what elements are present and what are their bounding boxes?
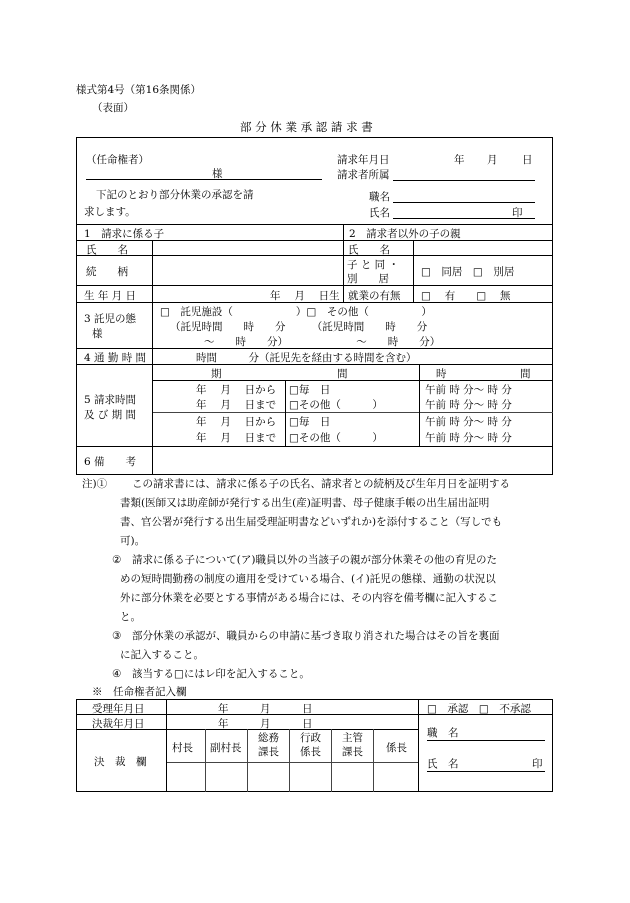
divider [285, 380, 286, 446]
cohabitation-options[interactable]: □ 同居 □ 別居 [421, 266, 515, 278]
appointer-position-label: 職 名 [427, 727, 459, 739]
divider [331, 729, 332, 792]
divider [373, 729, 374, 792]
seal-label: 印 [512, 207, 523, 219]
birth-date-value[interactable]: 年 月 日生 [270, 290, 340, 302]
decided-date-value[interactable]: 年 月 日 [218, 718, 313, 730]
dept-line[interactable] [393, 180, 535, 181]
relation-label: 続 柄 [86, 266, 128, 278]
decision-label: 決 裁 欄 [94, 756, 147, 768]
role-mayor: 村長 [172, 742, 193, 754]
period-row-freq[interactable]: □毎 日 [289, 384, 331, 396]
commute-value[interactable]: 時間 分（託児先を経由する時間を含む） [196, 352, 417, 364]
stamp-cell[interactable] [252, 765, 284, 789]
role-general-affairs-chief: 総務課長 [258, 732, 279, 758]
appointer-box-heading: ※ 任命権者記入欄 [92, 686, 187, 698]
divider [166, 699, 167, 792]
divider [76, 224, 553, 225]
period-label-1: 5 請求時間 [84, 394, 137, 406]
note1-line: 書類(医師又は助産師が発行する出生(産)証明書、母子健康手帳の出生届出証明 [120, 497, 490, 509]
page-title: 部 分 休 業 承 認 請 求 書 [240, 120, 373, 134]
period-row-time[interactable]: 午前 時 分～ 時 分 [425, 399, 512, 411]
divider [76, 446, 553, 447]
position-label: 職名 [369, 191, 390, 203]
note3-label: ③ [112, 630, 122, 642]
role-admin-section-chief: 行政係長 [300, 732, 321, 758]
stamp-cell[interactable] [294, 765, 326, 789]
period-row-freq[interactable]: □毎 日 [289, 416, 331, 428]
child-name-field[interactable] [162, 242, 338, 254]
stamp-cell[interactable] [178, 765, 200, 789]
period-row-time[interactable]: 午前 時 分～ 時 分 [425, 432, 512, 444]
time-header: 時 間 [436, 368, 531, 380]
remarks-label: 6 備 考 [84, 456, 137, 468]
appointer-label: （任命権者） [86, 154, 149, 166]
divider [289, 729, 290, 792]
note2-line: 外に部分休業を必要とする事情がある場合には、その内容を備考欄に記入するこ [120, 592, 498, 604]
form-number: 様式第4号（第16条関係） [76, 84, 202, 96]
day-label: 日 [522, 154, 533, 166]
stamp-cell[interactable] [210, 765, 242, 789]
intro-line2: 求します。 [84, 206, 136, 218]
divider [343, 224, 344, 302]
appointer-name-label: 氏 名 [427, 758, 459, 770]
intro-line1: 下記のとおり部分休業の承認を請 [96, 189, 254, 201]
remarks-field[interactable] [156, 449, 548, 471]
divider [76, 285, 553, 286]
childcare-line2[interactable]: （託児時間 時 分 （託児時間 時 分 [170, 321, 428, 333]
period-row-date[interactable]: 年 月 日から [196, 416, 277, 428]
period-label-2: 及 び 期 間 [84, 409, 137, 421]
note2-line: 請求に係る子について(ア)職員以外の当該子の親が部分休業その他の育児のた [132, 554, 497, 566]
other-parent-name-label: 氏 名 [348, 244, 390, 256]
period-row-date[interactable]: 年 月 日まで [196, 432, 277, 444]
stamp-cell[interactable] [336, 765, 368, 789]
commute-label: 4 通 勤 時 間 [84, 352, 147, 364]
divider [76, 255, 553, 256]
appointer-name-line[interactable] [427, 771, 545, 772]
note4-line: 該当する□にはレ印を記入すること。 [132, 668, 310, 680]
period-header: 期 間 [211, 368, 348, 380]
requester-dept-label: 請求者所属 [337, 169, 390, 181]
divider [152, 240, 153, 302]
divider [418, 699, 419, 792]
decided-date-label: 決裁年月日 [92, 718, 145, 730]
divider [152, 412, 553, 413]
period-row-date[interactable]: 年 月 日から [196, 384, 277, 396]
divider [152, 302, 153, 475]
sama-label: 様 [212, 168, 223, 180]
addressee-line[interactable] [86, 179, 322, 180]
note1-line: 可)。 [120, 535, 146, 547]
divider [166, 762, 418, 763]
childcare-label-1: 3 託児の態 [84, 313, 137, 325]
period-row-time[interactable]: 午前 時 分～ 時 分 [425, 384, 512, 396]
birth-date-label: 生 年 月 日 [84, 290, 137, 302]
appointer-seal: 印 [532, 758, 543, 770]
divider [419, 364, 420, 446]
appointer-position-line[interactable] [427, 740, 545, 741]
childcare-line3[interactable]: ～ 時 分） ～ 時 分） [204, 336, 441, 348]
note2-line: と。 [120, 611, 141, 623]
position-line[interactable] [393, 202, 535, 203]
note1-line: 書、官公署が発行する出生届受理証明書などいずれか)を添付すること（写しでも [120, 516, 503, 528]
childcare-line1[interactable]: □ 託児施設（ ）□ その他（ ） [160, 306, 432, 318]
role-section-chief: 係長 [386, 742, 407, 754]
month-label: 月 [487, 154, 498, 166]
divider [205, 729, 206, 792]
note1-label: 注)① [82, 478, 108, 490]
divider [413, 240, 414, 302]
approval-options[interactable]: □ 承認 □ 不承認 [427, 703, 531, 715]
note3-line: に記入すること。 [120, 649, 204, 661]
period-row-freq[interactable]: □その他（ ） [289, 399, 383, 411]
role-managing-chief: 主管課長 [342, 732, 363, 758]
period-row-time[interactable]: 午前 時 分～ 時 分 [425, 416, 512, 428]
side-label: （表面） [92, 102, 134, 114]
role-deputy-mayor: 副村長 [210, 742, 242, 754]
request-date-label: 請求年月日 [337, 154, 390, 166]
note4-label: ④ [112, 668, 122, 680]
section2-header: 2 請求者以外の子の親 [349, 228, 461, 240]
period-row-freq[interactable]: □その他（ ） [289, 432, 383, 444]
received-date-value[interactable]: 年 月 日 [218, 703, 313, 715]
stamp-cell[interactable] [378, 765, 414, 789]
note3-line: 部分休業の承認が、職員からの申請に基づき取り消された場合はその旨を裏面 [132, 630, 500, 642]
cohabitation-label-1: 子 と 同 ・ [347, 259, 400, 271]
relation-field[interactable] [162, 260, 338, 280]
received-date-label: 受理年月日 [92, 703, 145, 715]
note2-label: ② [112, 554, 122, 566]
child-name-label: 氏 名 [86, 244, 128, 256]
childcare-label-2: 様 [92, 328, 103, 340]
employment-label: 就業の有無 [348, 290, 401, 302]
employment-options[interactable]: □ 有 □ 無 [421, 290, 511, 302]
section1-header: 1 請求に係る子 [84, 228, 165, 240]
name-label: 氏名 [369, 207, 390, 219]
cohabitation-label-2: 別 居 [347, 273, 389, 285]
period-row-date[interactable]: 年 月 日まで [196, 399, 277, 411]
divider [247, 729, 248, 792]
year-label: 年 [454, 154, 465, 166]
note1-line: この請求書には、請求に係る子の氏名、請求者との続柄及び生年月日を証明する [132, 478, 510, 490]
note2-line: めの短時間勤務の制度の適用を受けている場合、(イ)託児の態様、通勤の状況以 [120, 573, 496, 585]
